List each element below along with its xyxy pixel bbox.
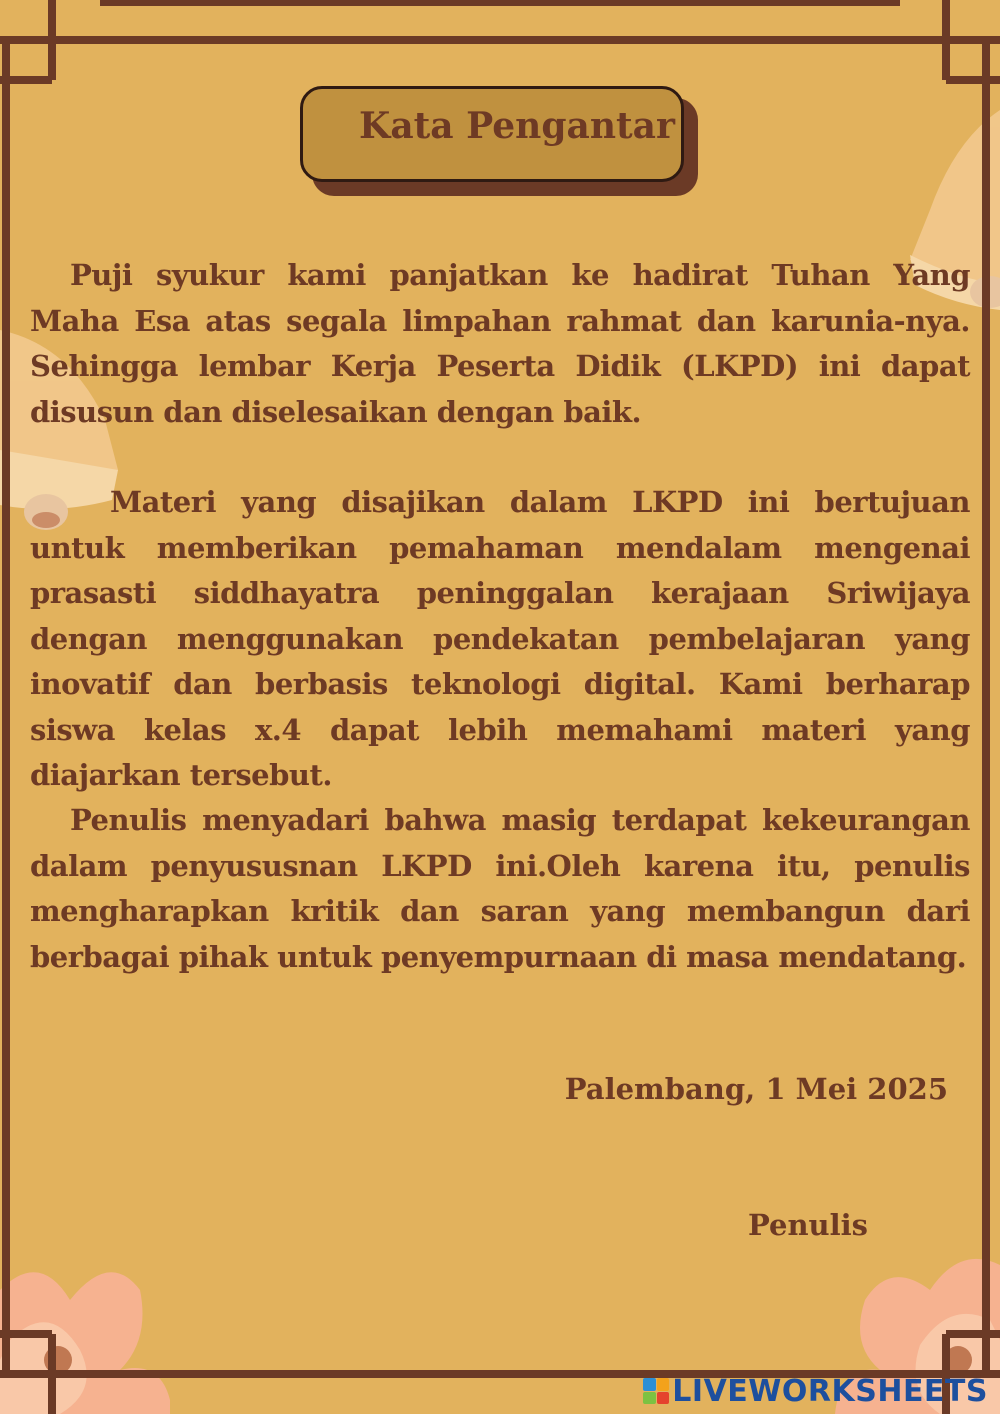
page-title: Kata Pengantar xyxy=(359,105,675,147)
paragraph-material: Materi yang disajikan dalam LKPD ini bertujuan untuk memberikan pemahaman mendalam mengenai prasasti siddhayatra peninggalan kerajaan Sriwijaya dengan menggunakan pendekatan pembelajaran yang inovatif dan berbasis teknologi digital. Kami berharap siswa kelas x.4 dapat lebih memahami materi yang diajarkan tersebut. xyxy=(30,485,970,792)
watermark-text: LIVEWORKSHEETS xyxy=(672,1373,988,1409)
signature: Penulis xyxy=(747,1208,868,1242)
liveworksheets-watermark xyxy=(643,1374,988,1408)
paragraph-intro: Puji syukur kami panjatkan ke hadirat Tuhan Yang Maha Esa atas segala limpahan rahmat dan karunia-nya. Sehingga lembar Kerja Peserta Didik (LKPD) ini dapat disusun dan diselesaikan dengan baik. xyxy=(30,258,970,429)
liveworksheets-logo-icon xyxy=(643,1378,669,1404)
title-banner xyxy=(300,86,700,198)
paragraph-closing: Penulis menyadari bahwa masig terdapat kekeurangan dalam penyususnan LKPD ini.Oleh karena itu, penulis mengharapkan kritik dan saran yang membangun dari berbagai pihak untuk penyempurnaan di masa mendatang. xyxy=(30,803,970,974)
lotus-flower-icon xyxy=(0,1272,170,1414)
place-date: Palembang, 1 Mei 2025 xyxy=(564,1072,948,1106)
